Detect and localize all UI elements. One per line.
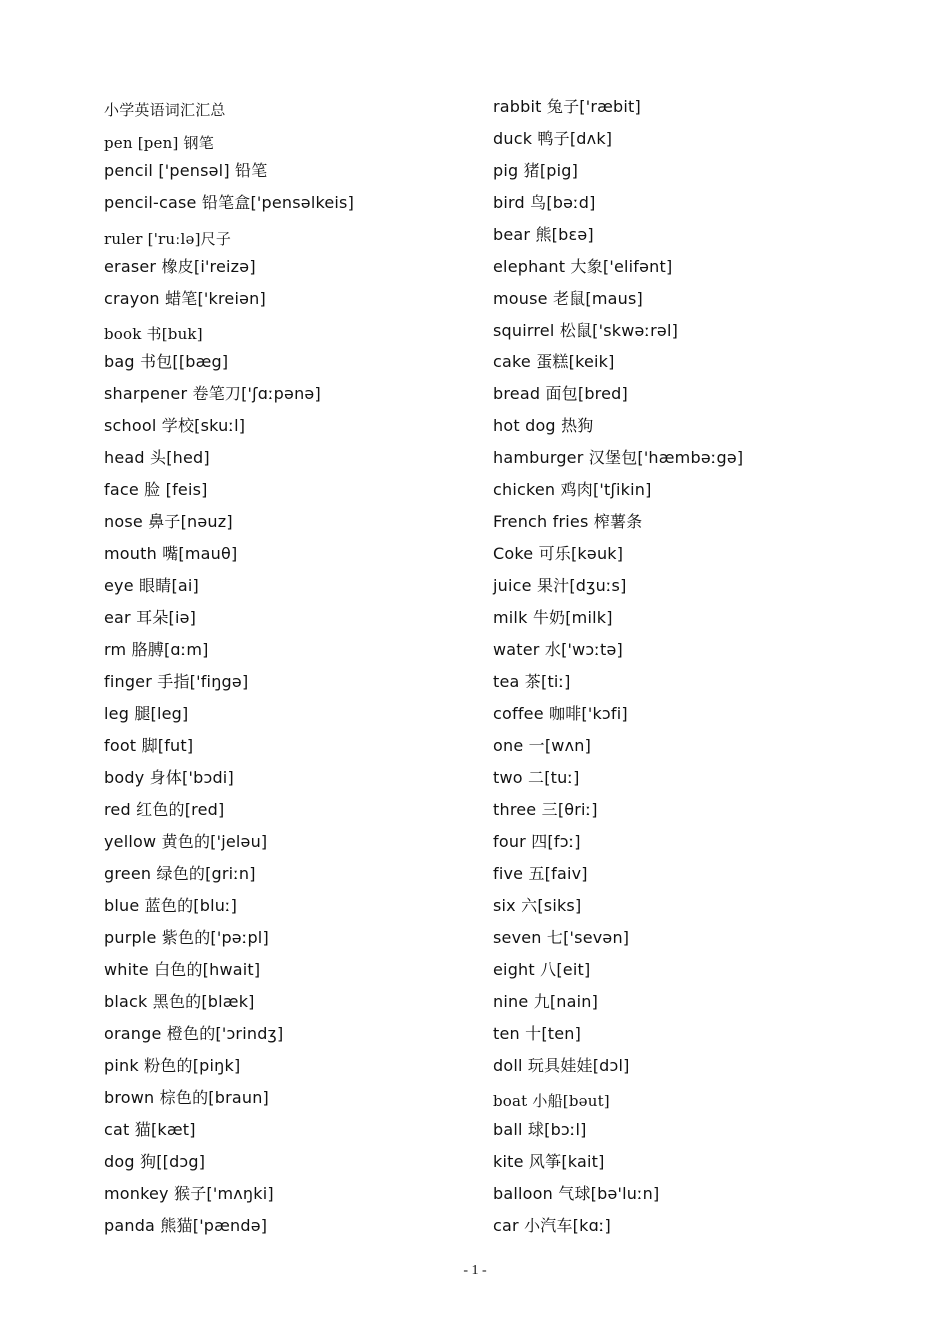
vocab-entry: pen [pen] 钢笔	[104, 134, 214, 152]
vocab-entry: nine 九[nain]	[493, 992, 599, 1011]
vocab-entry: duck 鸭子[dʌk]	[493, 129, 613, 148]
vocab-entry: hot dog 热狗	[493, 416, 594, 435]
vocab-entry: boat 小船[bəut]	[493, 1092, 610, 1110]
right-column	[493, 0, 893, 1250]
vocab-entry: elephant 大象['elifənt]	[493, 257, 673, 276]
vocab-entry: pencil-case 铅笔盒['pensəlkeis]	[104, 193, 355, 212]
vocab-entry: water 水['wɔːtə]	[493, 640, 623, 659]
document-title: 小学英语词汇汇总	[104, 101, 226, 119]
vocab-entry: pencil ['pensəl] 铅笔	[104, 161, 268, 180]
vocab-entry: squirrel 松鼠['skwəːrəl]	[493, 321, 679, 340]
vocab-entry: one 一[wʌn]	[493, 736, 592, 755]
left-column	[104, 0, 504, 1250]
vocab-entry: seven 七['sevən]	[493, 928, 630, 947]
vocab-entry: pig 猪[pig]	[493, 161, 579, 180]
vocab-entry: school 学校[skuːl]	[104, 416, 246, 435]
vocab-entry: finger 手指['fiŋgə]	[104, 672, 249, 691]
vocab-entry: ruler ['ruːlə]尺子	[104, 230, 232, 248]
vocab-entry: bird 鸟[bəːd]	[493, 193, 596, 212]
vocab-entry: black 黑色的[blæk]	[104, 992, 255, 1011]
vocab-entry: orange 橙色的['ɔrindʒ]	[104, 1024, 284, 1043]
vocab-entry: panda 熊猫['pændə]	[104, 1216, 268, 1235]
vocab-entry: bread 面包[bred]	[493, 384, 628, 403]
vocab-entry: four 四[fɔː]	[493, 832, 581, 851]
vocab-entry: monkey 猴子['mʌŋki]	[104, 1184, 274, 1203]
vocab-entry: juice 果汁[dʒuːs]	[493, 576, 627, 595]
vocab-entry: foot 脚[fut]	[104, 736, 194, 755]
vocab-entry: kite 风筝[kait]	[493, 1152, 605, 1171]
vocab-entry: yellow 黄色的['jeləu]	[104, 832, 268, 851]
vocab-entry: head 头[hed]	[104, 448, 210, 467]
vocab-entry: bag 书包[[bæg]	[104, 352, 229, 371]
vocab-entry: red 红色的[red]	[104, 800, 225, 819]
vocab-entry: crayon 蜡笔['kreiən]	[104, 289, 266, 308]
vocab-entry: eye 眼睛[ai]	[104, 576, 199, 595]
vocab-entry: green 绿色的[griːn]	[104, 864, 256, 883]
vocab-entry: ball 球[bɔːl]	[493, 1120, 587, 1139]
vocab-entry: sharpener 卷笔刀['ʃɑːpənə]	[104, 384, 321, 403]
vocab-entry: balloon 气球[bə'luːn]	[493, 1184, 660, 1203]
vocab-entry: five 五[faiv]	[493, 864, 588, 883]
vocab-entry: chicken 鸡肉['tʃikin]	[493, 480, 652, 499]
vocab-entry: white 白色的[hwait]	[104, 960, 261, 979]
vocab-entry: Coke 可乐[kəuk]	[493, 544, 624, 563]
vocab-entry: six 六[siks]	[493, 896, 582, 915]
page-number: - 1 -	[463, 1263, 487, 1278]
vocab-entry: milk 牛奶[milk]	[493, 608, 613, 627]
vocab-entry: cat 猫[kæt]	[104, 1120, 196, 1139]
vocab-entry: doll 玩具娃娃[dɔl]	[493, 1056, 630, 1075]
vocab-entry: two 二[tuː]	[493, 768, 580, 787]
vocab-entry: car 小汽车[kɑː]	[493, 1216, 611, 1235]
vocab-entry: three 三[θriː]	[493, 800, 598, 819]
vocab-entry: mouse 老鼠[maus]	[493, 289, 643, 308]
vocab-entry: eight 八[eit]	[493, 960, 591, 979]
vocab-entry: tea 茶[tiː]	[493, 672, 571, 691]
vocab-entry: rabbit 兔子['ræbit]	[493, 97, 641, 116]
vocab-entry: purple 紫色的['pəːpl]	[104, 928, 269, 947]
vocab-entry: mouth 嘴[mauθ]	[104, 544, 238, 563]
vocab-entry: rm 胳膊[ɑːm]	[104, 640, 209, 659]
vocab-entry: blue 蓝色的[bluː]	[104, 896, 238, 915]
vocab-entry: bear 熊[bɛə]	[493, 225, 594, 244]
vocab-entry: leg 腿[leg]	[104, 704, 189, 723]
vocab-entry: pink 粉色的[piŋk]	[104, 1056, 241, 1075]
vocab-entry: brown 棕色的[braun]	[104, 1088, 269, 1107]
vocab-entry: coffee 咖啡['kɔfi]	[493, 704, 628, 723]
vocab-entry: body 身体['bɔdi]	[104, 768, 234, 787]
vocab-entry: nose 鼻子[nəuz]	[104, 512, 233, 531]
vocab-entry: eraser 橡皮[i'reizə]	[104, 257, 256, 276]
vocab-entry: book 书[buk]	[104, 325, 203, 343]
vocab-entry: face 脸 [feis]	[104, 480, 208, 499]
vocab-entry: hamburger 汉堡包['hæmbəːgə]	[493, 448, 744, 467]
vocab-entry: ten 十[ten]	[493, 1024, 582, 1043]
vocab-entry: cake 蛋糕[keik]	[493, 352, 615, 371]
vocab-entry: French fries 榨薯条	[493, 512, 643, 531]
vocab-entry: ear 耳朵[iə]	[104, 608, 197, 627]
vocab-entry: dog 狗[[dɔg]	[104, 1152, 206, 1171]
